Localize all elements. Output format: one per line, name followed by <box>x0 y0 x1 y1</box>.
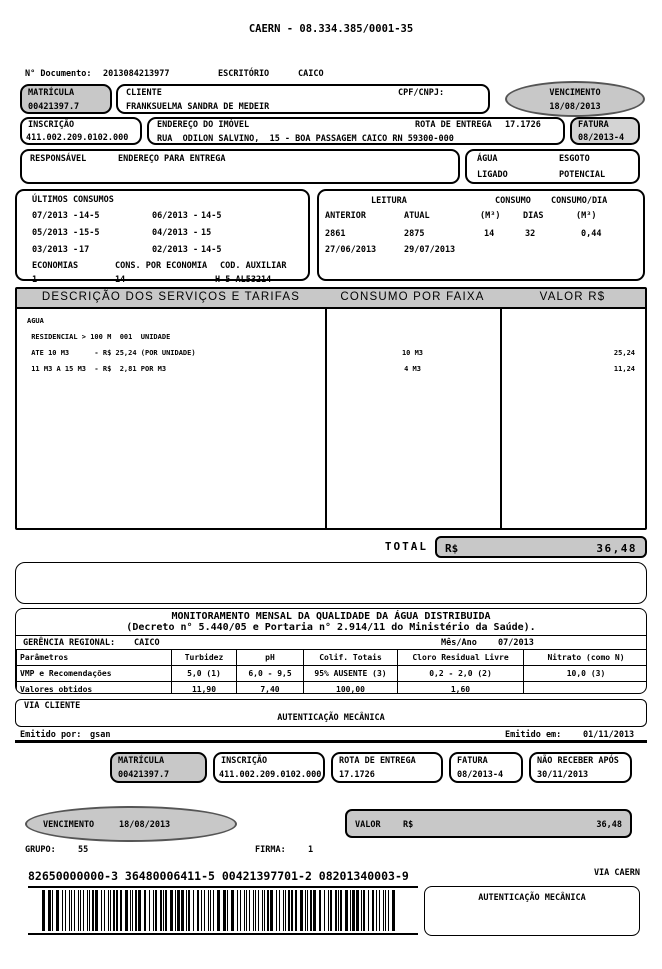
column-divider <box>500 307 502 528</box>
cod-auxiliar-label: COD. AUXILIAR <box>220 261 287 271</box>
m3-label: (M³) <box>480 211 501 221</box>
qualidade-table <box>16 649 647 694</box>
stub-vencimento-ellipse <box>25 806 237 842</box>
total-label: TOTAL <box>384 540 428 553</box>
dias-value: 32 <box>525 229 536 239</box>
stub-fatura-label: FATURA <box>457 756 488 766</box>
agua-esgoto-box <box>465 149 640 184</box>
stub-valor-box <box>345 809 632 838</box>
endereco-box <box>147 117 565 145</box>
firma-value: 1 <box>308 845 314 855</box>
stub-valor-label: VALOR <box>355 820 381 830</box>
responsavel-label: RESPONSÁVEL <box>30 154 87 164</box>
servico-faixa: 10 M3 <box>401 349 424 357</box>
autenticacao-mecanica-label: AUTENTICAÇÃO MECÂNICA <box>478 893 586 903</box>
inscricao-label: INSCRIÇÃO <box>28 120 75 130</box>
consumo-hist-date: 06/2013 - <box>152 211 199 221</box>
fatura-label: FATURA <box>578 120 609 130</box>
grupo-label: GRUPO: <box>25 845 56 855</box>
rota-entrega-value: 17.1726 <box>505 120 541 130</box>
stub-inscricao-box <box>213 752 325 783</box>
consumo-dia-title: CONSUMO/DIA <box>551 196 608 206</box>
consumo-hist-value: 14-5 <box>201 245 222 255</box>
endereco-value: RUA ODILON SALVINO, 15 - BOA PASSAGEM CAICO RN 59300-000 <box>157 134 454 144</box>
data-leitura-anterior: 27/06/2013 <box>325 245 377 255</box>
data-leitura-atual: 29/07/2013 <box>404 245 456 255</box>
company-header: CAERN - 08.334.385/0001-35 <box>248 23 414 35</box>
vencimento-ellipse <box>505 81 645 117</box>
qualidade-header-row <box>17 650 648 666</box>
stub-rota-label: ROTA DE ENTREGA <box>339 756 416 766</box>
via-cliente-box <box>15 699 647 727</box>
barcode <box>42 890 398 931</box>
consumo-hist-value: 14-5 <box>79 211 100 221</box>
gerencia-row <box>16 635 646 650</box>
qualidade-title1: MONITORAMENTO MENSAL DA QUALIDADE DA ÁGUA DISTRIBUIDA <box>171 611 491 622</box>
stub-matricula-value: 00421397.7 <box>118 770 170 780</box>
dias-label: DIAS <box>523 211 544 221</box>
obtidos-colif: 100,00 <box>304 682 398 695</box>
m3-dia-label: (M³) <box>576 211 597 221</box>
ultimos-consumos-title: ÚLTIMOS CONSUMOS <box>32 195 114 205</box>
inscricao-value: 411.002.209.0102.000 <box>26 133 129 143</box>
stub-nao-receber-box <box>529 752 632 783</box>
servicos-col1-header: DESCRIÇÃO DOS SERVIÇOS E TARIFAS <box>41 291 301 303</box>
cliente-box <box>116 84 490 114</box>
atual-label: ATUAL <box>404 211 430 221</box>
stub-inscricao-value: 411.002.209.0102.000 <box>219 770 322 780</box>
param-header: Parâmetros <box>17 650 172 666</box>
cons-por-economia-value: 14 <box>115 275 126 285</box>
consumo-title: CONSUMO <box>495 196 531 206</box>
vmp-label: VMP e Recomendações <box>17 666 172 682</box>
total-box <box>435 536 647 558</box>
agua-label: ÁGUA <box>477 154 498 164</box>
agua-value: LIGADO <box>477 170 508 180</box>
cpf-cnpj-label: CPF/CNPJ: <box>398 88 445 98</box>
servicos-header-bar <box>17 289 645 309</box>
servicos-col2-header: CONSUMO POR FAIXA <box>340 291 485 303</box>
nao-receber-apos-label: NÃO RECEBER APÓS <box>537 756 619 766</box>
vmp-row <box>17 666 648 682</box>
office-label: ESCRITÓRIO <box>218 69 270 79</box>
cons-por-economia-label: CONS. POR ECONOMIA <box>115 261 208 271</box>
emitido-em-value: 01/11/2013 <box>583 730 635 740</box>
gerencia-value: CAICO <box>134 638 160 648</box>
obtidos-turbidez: 11,90 <box>172 682 237 695</box>
economias-value: 1 <box>32 275 38 285</box>
economias-label: ECONOMIAS <box>32 261 79 271</box>
leitura-box <box>317 189 645 281</box>
stub-rota-box <box>331 752 443 783</box>
ph-header: pH <box>237 650 304 666</box>
obtidos-nitrato <box>524 682 648 695</box>
obtidos-ph: 7,40 <box>237 682 304 695</box>
nao-receber-apos-value: 30/11/2013 <box>537 770 589 780</box>
servico-desc: ATE 10 M3 - R$ 25,24 (POR UNIDADE) <box>27 349 196 357</box>
colif-header: Colif. Totais <box>304 650 398 666</box>
inscricao-box <box>20 117 142 145</box>
servicos-table <box>15 287 647 530</box>
vencimento-value: 18/08/2013 <box>549 102 601 112</box>
column-divider <box>325 307 327 528</box>
stub-rota-value: 17.1726 <box>339 770 375 780</box>
nitrato-header: Nitrato (como N) <box>524 650 648 666</box>
servico-desc: 11 M3 A 15 M3 - R$ 2,81 POR M3 <box>27 365 167 373</box>
obtidos-label: Valores obtidos <box>17 682 172 695</box>
servico-valor: 25,24 <box>613 349 635 357</box>
cloro-header: Cloro Residual Livre <box>398 650 524 666</box>
consumo-hist-value: 17 <box>79 245 90 255</box>
firma-label: FIRMA: <box>255 845 286 855</box>
rota-entrega-label: ROTA DE ENTREGA <box>415 120 492 130</box>
doc-number-value: 2013084213977 <box>103 69 170 79</box>
consumo-hist-date: 07/2013 - <box>32 211 79 221</box>
consumo-value: 14 <box>484 229 495 239</box>
esgoto-label: ESGOTO <box>559 154 590 164</box>
matricula-box <box>20 84 112 114</box>
consumo-hist-value: 15 <box>201 228 212 238</box>
consumo-hist-date: 04/2013 - <box>152 228 199 238</box>
emitido-em-label: Emitido em: <box>505 730 562 740</box>
esgoto-value: POTENCIAL <box>559 170 606 180</box>
total-value: 36,48 <box>596 542 637 555</box>
message-box <box>15 562 647 604</box>
fatura-box <box>570 117 640 145</box>
stub-matricula-label: MATRÍCULA <box>118 756 165 766</box>
matricula-value: 00421397.7 <box>28 102 80 112</box>
via-caern-autenticacao-box <box>424 886 640 936</box>
servico-desc: RESIDENCIAL > 100 M 001 UNIDADE <box>27 333 171 341</box>
leitura-anterior-value: 2861 <box>325 229 346 239</box>
mes-ano-value: 07/2013 <box>498 638 534 648</box>
consumo-hist-date: 02/2013 - <box>152 245 199 255</box>
vmp-turbidez: 5,0 (1) <box>172 666 237 682</box>
autenticacao-mecanica-label: AUTENTICAÇÃO MECÂNICA <box>277 713 385 723</box>
doc-number-label: N° Documento: <box>25 69 92 79</box>
barcode-digits: 82650000000-3 36480006411-5 00421397701-2 08201340003-9 <box>28 869 409 883</box>
via-cliente-label: VIA CLIENTE <box>24 701 81 711</box>
stub-matricula-box <box>110 752 207 783</box>
valores-obtidos-row <box>17 682 648 695</box>
vmp-ph: 6,0 - 9,5 <box>237 666 304 682</box>
cliente-name: FRANKSUELMA SANDRA DE MEDEIR <box>126 102 270 112</box>
emitido-por-label: Emitido por: <box>20 730 82 740</box>
consumo-hist-date: 05/2013 - <box>32 228 79 238</box>
consumo-dia-value: 0,44 <box>581 229 602 239</box>
leitura-title: LEITURA <box>371 196 407 206</box>
via-caern-label: VIA CAERN <box>593 868 640 878</box>
obtidos-cloro: 1,60 <box>398 682 524 695</box>
fatura-value: 08/2013-4 <box>578 133 625 143</box>
cod-auxiliar-value: H 5 AL53214 <box>215 275 272 285</box>
leitura-atual-value: 2875 <box>404 229 425 239</box>
ultimos-consumos-box <box>15 189 310 285</box>
vmp-colif: 95% AUSENTE (3) <box>304 666 398 682</box>
grupo-value: 55 <box>78 845 89 855</box>
stub-valor-currency: R$ <box>403 820 414 830</box>
servico-faixa: 4 M3 <box>404 365 421 373</box>
endereco-entrega-label: ENDEREÇO PARA ENTREGA <box>118 154 226 164</box>
matricula-label: MATRÍCULA <box>28 88 75 98</box>
vmp-cloro: 0,2 - 2,0 (2) <box>398 666 524 682</box>
servico-valor: 11,24 <box>613 365 635 373</box>
cliente-label: CLIENTE <box>126 88 162 98</box>
qualidade-box <box>15 608 647 694</box>
anterior-label: ANTERIOR <box>325 211 366 221</box>
consumo-hist-value: 15-5 <box>79 228 100 238</box>
mes-ano-label: Mês/Ano <box>441 638 477 648</box>
stub-valor-value: 36,48 <box>596 820 622 830</box>
stub-vencimento-label: VENCIMENTO <box>43 820 95 830</box>
turbidez-header: Turbidez <box>172 650 237 666</box>
barcode-rule-bottom <box>28 933 418 935</box>
office-value: CAICO <box>298 69 324 79</box>
endereco-label: ENDEREÇO DO IMÓVEL <box>157 120 250 130</box>
stub-vencimento-value: 18/08/2013 <box>119 820 171 830</box>
stub-fatura-value: 08/2013-4 <box>457 770 504 780</box>
total-currency: R$ <box>445 542 459 555</box>
vmp-nitrato: 10,0 (3) <box>524 666 648 682</box>
stub-inscricao-label: INSCRIÇÃO <box>221 756 268 766</box>
emitido-por-value: gsan <box>90 730 111 740</box>
servicos-col3-header: VALOR R$ <box>539 291 606 303</box>
qualidade-title2: (Decreto n° 5.440/05 e Portaria n° 2.914/11 do Ministério da Saúde). <box>126 622 536 633</box>
gerencia-label: GERÊNCIA REGIONAL: <box>23 638 116 648</box>
barcode-rule-top <box>28 886 418 888</box>
consumo-hist-date: 03/2013 - <box>32 245 79 255</box>
responsavel-box <box>20 149 460 184</box>
stub-fatura-box <box>449 752 523 783</box>
servico-desc: AGUA <box>27 317 44 325</box>
consumo-hist-value: 14-5 <box>201 211 222 221</box>
cut-line <box>15 740 647 743</box>
vencimento-label: VENCIMENTO <box>549 88 601 98</box>
